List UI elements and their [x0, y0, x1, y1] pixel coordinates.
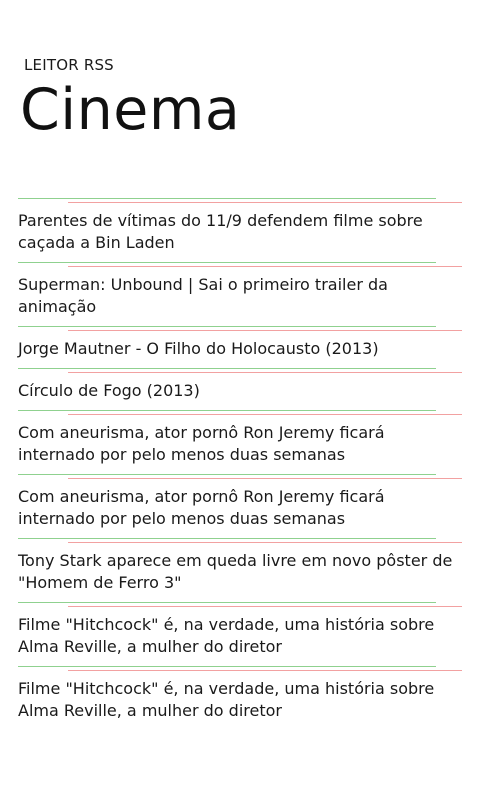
feed-item-title: Jorge Mautner - O Filho do Holocausto (2013): [18, 339, 379, 358]
feed-item-title: Com aneurisma, ator pornô Ron Jeremy ficará internado por pelo menos duas semanas: [18, 487, 385, 528]
feed-item-title: Com aneurisma, ator pornô Ron Jeremy ficará internado por pelo menos duas semanas: [18, 423, 385, 464]
feed-item[interactable]: [0, 480, 480, 538]
feed-item[interactable]: [0, 374, 480, 410]
page-title: Cinema: [20, 77, 241, 143]
app-title: LEITOR RSS: [24, 56, 114, 74]
feed-item[interactable]: [0, 204, 480, 262]
feed-item[interactable]: [0, 608, 480, 666]
feed-item-title: Tony Stark aparece em queda livre em novo pôster de "Homem de Ferro 3": [18, 551, 453, 592]
feed-item[interactable]: [0, 416, 480, 474]
feed-item-title: Filme "Hitchcock" é, na verdade, uma história sobre Alma Reville, a mulher do diretor: [18, 615, 435, 656]
feed-item-title: Superman: Unbound | Sai o primeiro trailer da animação: [18, 275, 388, 316]
feed-item-title: Parentes de vítimas do 11/9 defendem filme sobre caçada a Bin Laden: [18, 211, 423, 252]
feed-item-title: Círculo de Fogo (2013): [18, 381, 200, 400]
feed-item[interactable]: [0, 268, 480, 326]
feed-item-title: Filme "Hitchcock" é, na verdade, uma história sobre Alma Reville, a mulher do diretor: [18, 679, 435, 720]
feed-item[interactable]: [0, 672, 480, 730]
feed-item[interactable]: [0, 544, 480, 602]
feed-list: [0, 198, 480, 730]
feed-item[interactable]: [0, 332, 480, 368]
